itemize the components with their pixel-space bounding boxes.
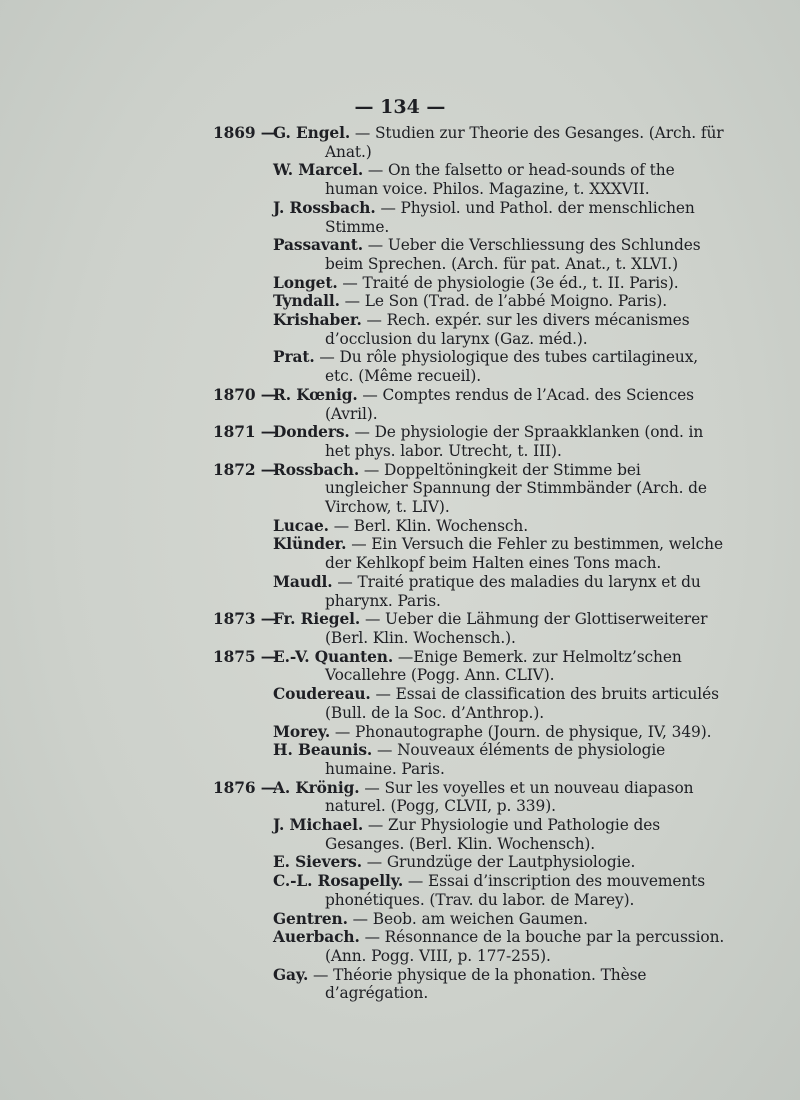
bibliography-entry — [0, 274, 800, 293]
entry-body — [273, 199, 727, 236]
entry-title: — Ein Versuch die Fehler zu bestimmen, welche der Kehlkopf beim Halten eines Tons mach. — [325, 535, 723, 573]
entry-author: Prat. — [273, 348, 315, 367]
entry-title: — Studien zur Theorie des Gesanges. (Arch. für Anat.) — [325, 124, 724, 161]
bibliography-entry — [0, 199, 800, 236]
entry-body — [273, 573, 727, 610]
entry-body — [273, 517, 727, 536]
entry-title: — Berl. Klin. Wochensch. — [328, 516, 529, 535]
bibliography-entry — [0, 741, 800, 778]
entry-title: — Résonnance de la bouche par la percussion. (Ann. Pogg. VIII, p. 177-255). — [325, 928, 725, 965]
bibliography-entry — [0, 517, 800, 536]
entry-body — [273, 423, 727, 460]
entry-year: 1870 — — [213, 385, 276, 404]
entry-body — [273, 648, 727, 685]
entry-title: — Du rôle physiologique des tubes cartilagineux, etc. (Même recueil). — [314, 348, 699, 386]
entry-title: — Ueber die Lähmung der Glottiserweiterer (Berl. Klin. Wochensch.). — [325, 610, 708, 647]
entry-title: — On the falsetto or head-sounds of the human voice. Philos. Magazine, t. XXXVII. — [325, 161, 675, 199]
entry-title: — Comptes rendus de l’Acad. des Sciences (Avril). — [325, 385, 694, 423]
bibliography-entry — [0, 685, 800, 722]
entry-author: Krishaber. — [273, 311, 362, 330]
entry-body — [273, 872, 727, 909]
bibliography-entry — [0, 423, 800, 460]
entry-body — [273, 274, 727, 293]
entry-author: Maudl. — [273, 572, 333, 591]
entry-body — [273, 124, 727, 161]
bibliography-entry — [0, 779, 800, 816]
entry-body — [273, 910, 727, 929]
entry-body — [273, 723, 727, 742]
entry-body — [273, 535, 727, 572]
entry-body — [273, 685, 727, 722]
entry-title: — Le Son (Trad. de l’abbé Moigno. Paris). — [339, 292, 668, 311]
entry-year: 1871 — — [213, 423, 276, 442]
entry-year: 1872 — — [213, 460, 276, 479]
entry-body — [273, 610, 727, 647]
entry-body — [273, 741, 727, 778]
entry-author: H. Beaunis. — [273, 741, 373, 760]
bibliography-entry — [0, 853, 800, 872]
entry-body — [273, 779, 727, 816]
entry-body — [273, 386, 727, 423]
bibliography-entry — [0, 292, 800, 311]
entry-title: — Essai d’inscription des mouvements phonétiques. (Trav. du labor. de Marey). — [325, 872, 706, 909]
entry-body — [273, 348, 727, 385]
entry-author: A. Krönig. — [273, 778, 360, 797]
entry-author: Passavant. — [273, 236, 364, 255]
bibliography-entry — [0, 610, 800, 647]
entry-author: C.-L. Rosapelly. — [273, 872, 404, 891]
entry-author: J. Rossbach. — [273, 198, 376, 217]
entry-title: — Nouveaux éléments de physiologie humaine. Paris. — [325, 741, 666, 778]
bibliography-entry — [0, 816, 800, 853]
entry-author: R. Kœnig. — [273, 385, 358, 404]
entry-body — [273, 236, 727, 273]
entry-title: — De physiologie der Spraakklanken (ond. in het phys. labor. Utrecht, t. III). — [325, 423, 704, 460]
bibliography-entry — [0, 461, 800, 517]
entry-title: — Essai de classification des bruits articulés (Bull. de la Soc. d’Anthrop.). — [325, 685, 719, 722]
entry-body — [273, 928, 727, 965]
entry-title: — Traité pratique des maladies du larynx et du pharynx. Paris. — [325, 572, 701, 610]
entry-year: 1873 — — [213, 610, 276, 629]
bibliography-entry — [0, 910, 800, 929]
entry-author: Donders. — [273, 423, 350, 442]
bibliography-entry — [0, 535, 800, 572]
entry-title: — Grundzüge der Lautphysiologie. — [361, 853, 636, 872]
entry-author: W. Marcel. — [273, 161, 364, 180]
bibliography-entry — [0, 723, 800, 742]
entry-author: Longet. — [273, 273, 338, 292]
entry-author: Klünder. — [273, 535, 347, 554]
entry-title: — Beob. am weichen Gaumen. — [347, 909, 588, 928]
entry-author: Gay. — [273, 965, 309, 984]
bibliography-entry — [0, 236, 800, 273]
entry-title: — Ueber die Verschliessung des Schlundes beim Sprechen. (Arch. für pat. Anat., t. XLVI.) — [325, 236, 701, 273]
bibliography-entry — [0, 928, 800, 965]
entry-author: Fr. Riegel. — [273, 610, 361, 629]
entry-author: Morey. — [273, 722, 331, 741]
bibliography-entry — [0, 573, 800, 610]
bibliography-entry — [0, 124, 800, 161]
bibliography-entry — [0, 386, 800, 423]
entry-author: Auerbach. — [273, 928, 360, 947]
entry-title: — Sur les voyelles et un nouveau diapason naturel. (Pogg, CLVII, p. 339). — [325, 778, 694, 816]
entry-year: 1876 — — [213, 778, 276, 797]
entry-author: E. Sievers. — [273, 853, 362, 872]
entry-year: 1869 — — [213, 124, 276, 142]
entry-title: — Traité de physiologie (3e éd., t. II. Paris). — [337, 273, 679, 292]
entry-author: Lucae. — [273, 516, 329, 535]
entry-body — [273, 461, 727, 517]
entry-title: —Enige Bemerk. zur Helmoltz’schen Vocallehre (Pogg. Ann. CLIV). — [325, 647, 682, 685]
entry-author: G. Engel. — [273, 124, 351, 142]
bibliography-entry — [0, 348, 800, 385]
entry-title: — Rech. expér. sur les divers mécanismes d’occlusion du larynx (Gaz. méd.). — [325, 311, 690, 348]
bibliography-entry — [0, 161, 800, 198]
bibliography-entry — [0, 311, 800, 348]
entry-title: — Zur Physiologie und Pathologie des Gesanges. (Berl. Klin. Wochensch). — [325, 816, 661, 853]
bibliography-entry — [0, 648, 800, 685]
bibliography-list — [0, 124, 800, 1003]
entry-body — [273, 816, 727, 853]
bibliography-entry — [0, 966, 800, 1003]
entry-title: — Phonautographe (Journ. de physique, IV, 349). — [330, 722, 712, 741]
entry-author: Gentren. — [273, 909, 348, 928]
entry-author: Tyndall. — [273, 292, 340, 311]
entry-title: — Physiol. und Pathol. der menschlichen Stimme. — [325, 198, 695, 236]
entry-body — [273, 161, 727, 198]
entry-body — [273, 292, 727, 311]
entry-body — [273, 311, 727, 348]
bibliography-entry — [0, 872, 800, 909]
entry-body — [273, 966, 727, 1003]
entry-title: — Doppeltöningkeit der Stimme bei ungleicher Spannung der Stimmbänder (Arch. de Virchow, t. LIV). — [325, 460, 707, 517]
entry-body — [273, 853, 727, 872]
entry-author: Rossbach. — [273, 460, 360, 479]
entry-author: J. Michael. — [273, 816, 364, 835]
page-number: — 134 — — [354, 96, 446, 118]
entry-author: E.-V. Quanten. — [273, 647, 394, 666]
entry-author: Coudereau. — [273, 685, 371, 704]
entry-title: — Théorie physique de la phonation. Thèse d’agrégation. — [308, 965, 647, 1003]
entry-year: 1875 — — [213, 647, 276, 666]
